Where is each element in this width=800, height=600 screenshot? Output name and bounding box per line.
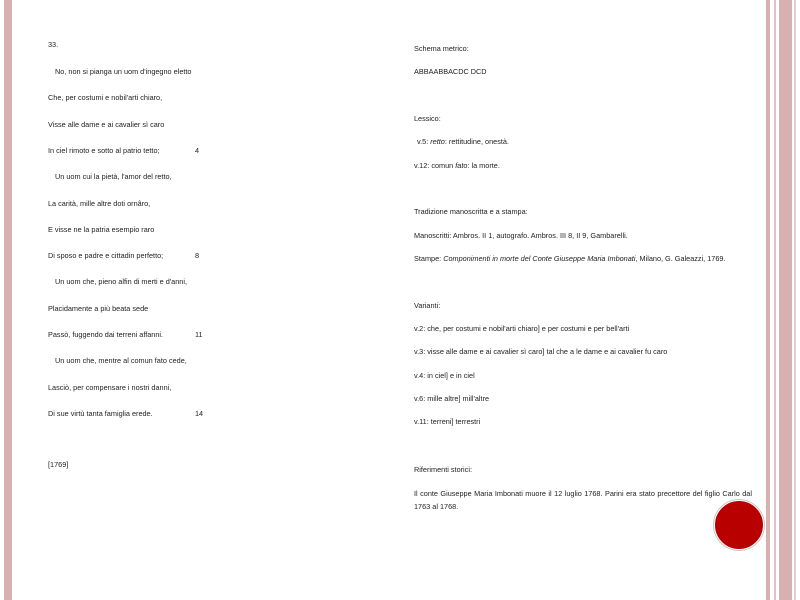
poem-line: [48, 383, 171, 393]
poem-line-text: Un uom cui la pietà, l'amor del retto,: [55, 172, 172, 182]
riferimenti-text: Il conte Giuseppe Maria Imbonati muore il 12 luglio 1768. Parini era stato precettore del figlio Carlo dal 1763 al 1768.: [414, 489, 752, 511]
poem-line-text: Passò, fuggendo dai terreni affanni.: [48, 330, 164, 339]
red-circle-decoration: [714, 500, 764, 550]
right-border-stripe: [766, 0, 770, 600]
variante-entry: v.3: visse alle dame e ai cavalier sì caro] tal che a le dame e ai cavalier fu caro: [414, 347, 668, 357]
tradizione-heading: Tradizione manoscritta e a stampa:: [414, 207, 528, 216]
poem-line-text: No, non si pianga un uom d'ingegno eletto: [55, 67, 192, 76]
poem-line-text: Un uom che, pieno alfin di merti e d'anni,: [55, 277, 187, 287]
poem-line-text: Di sposo e padre e cittadin perfetto;: [48, 251, 164, 261]
variante-entry: v.2: che, per costumi e nobil'arti chiaro] e per costumi e per bell'arti: [414, 324, 630, 333]
poem-line: [48, 251, 200, 261]
variante-entry: v.4: in ciel] e in ciel: [414, 370, 475, 380]
lessico-heading: Lessico:: [414, 114, 441, 123]
poem-line: [48, 408, 204, 419]
poem-line: [48, 304, 148, 314]
poem-line-text: Un uom che, mentre al comun fato cede,: [55, 356, 187, 366]
poem-line: [48, 199, 150, 209]
manoscritti-text: Manoscritti: Ambros. II 1, autografo. Ambros. III 8, II 9, Gambarelli.: [414, 231, 628, 240]
poem-line: [48, 93, 162, 103]
poem-line-text: Che, per costumi e nobil'arti chiaro,: [48, 93, 163, 103]
riferimenti-heading: Riferimenti storici:: [414, 465, 472, 474]
right-border-stripe-thin: [774, 0, 776, 600]
schema-heading: Schema metrico:: [414, 44, 469, 53]
lessico-entry: v.5: retto: rettitudine, onestà.: [417, 137, 509, 146]
stampe-text: Stampe: Componimenti in morte del Conte Giuseppe Maria Imbonati, Milano, G. Galeazzi, 1769.: [414, 254, 726, 263]
poem-line: [48, 67, 192, 77]
poem-line: [48, 277, 187, 287]
poem-line-text: La carità, mille altre doti ornâro,: [48, 198, 151, 208]
poem-number: 33.: [48, 40, 59, 49]
right-border-stripe-wide: [779, 0, 792, 600]
lessico-entry: v.12: comun fato: la morte.: [414, 161, 500, 170]
variante-entry: v.6: mille altre] mill'altre: [414, 393, 490, 403]
poem-line-text: E visse ne la patria esempio raro: [48, 224, 155, 234]
line-number: 4: [195, 145, 200, 155]
poem-line: [48, 120, 164, 130]
varianti-heading: Varianti:: [414, 301, 441, 310]
poem-line-text: In ciel rimoto e sotto al patrio tetto;: [48, 145, 160, 155]
poem-line-text: Di sue virtù tanta famiglia erede.: [48, 408, 153, 418]
line-number: 8: [195, 251, 200, 261]
poem-line: [48, 330, 203, 340]
poem-line-text: Lasciò, per compensare i nostri danni,: [48, 382, 172, 392]
poem-date: [1769]: [48, 460, 69, 469]
line-number: 11: [195, 330, 203, 339]
poem-line: [48, 172, 172, 182]
poem-line: [48, 225, 154, 235]
poem-line: [48, 145, 200, 156]
right-border-stripe-edge: [794, 0, 796, 600]
schema-value: ABBAABBACDC DCD: [414, 67, 487, 76]
poem-line-text: Visse alle dame e ai cavalier sì caro: [48, 119, 165, 129]
variante-entry: v.11: terreni] terrestri: [414, 417, 481, 427]
line-number: 14: [195, 408, 204, 418]
poem-line: [48, 356, 187, 366]
left-border-stripe: [4, 0, 12, 600]
poem-line-text: Placidamente a più beata sede: [48, 303, 149, 313]
